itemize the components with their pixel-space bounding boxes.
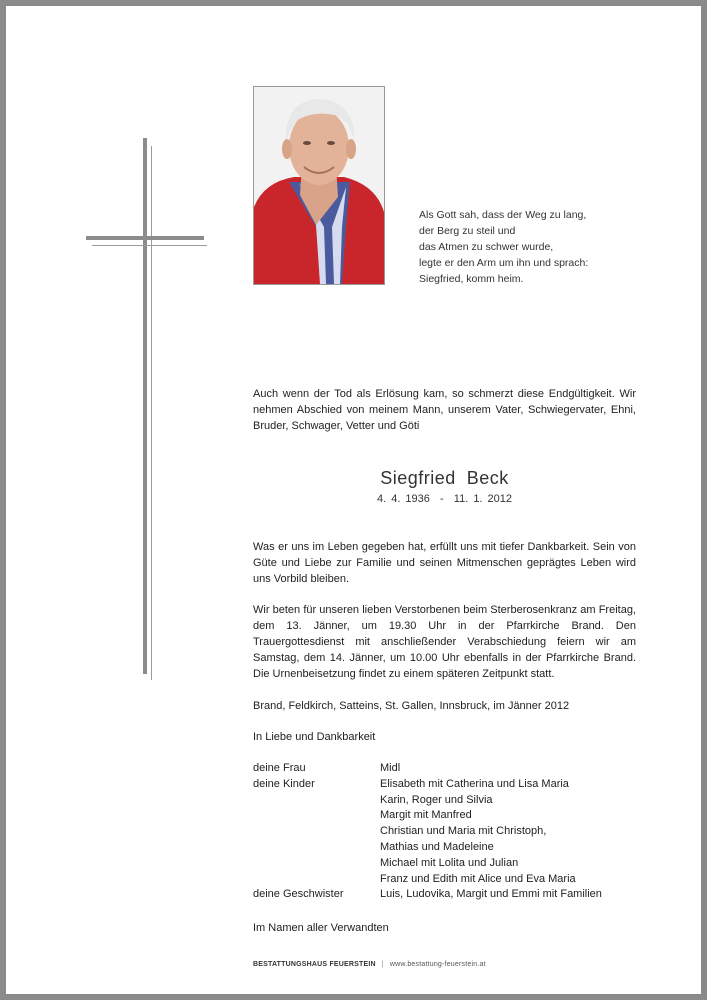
poem-line: Als Gott sah, dass der Weg zu lang, xyxy=(419,209,587,221)
poem-line: legte er den Arm um ihn und sprach: xyxy=(419,257,589,269)
cross-vertical-line xyxy=(151,146,152,680)
family-relation xyxy=(253,824,380,840)
family-row xyxy=(253,840,653,856)
family-row xyxy=(253,856,653,872)
family-row xyxy=(253,761,653,777)
family-names: Midl xyxy=(380,762,401,774)
memorial-poem xyxy=(419,207,659,287)
places-date-line: Brand, Feldkirch, Satteins, St. Gallen, Innsbruck, im Jänner 2012 xyxy=(253,700,570,712)
family-names: Christian und Maria mit Christoph, xyxy=(380,825,547,838)
family-names: Margit mit Manfred xyxy=(380,809,472,822)
family-names: Luis, Ludovika, Margit und Emmi mit Familien xyxy=(380,888,602,901)
family-relation xyxy=(253,840,380,856)
service-paragraph: Wir beten für unseren lieben Verstorbenen beim Sterberosenkranz am Freitag, dem 13. Jänner, um 19.30 Uhr in der Pfarrkirche Brand. Den Trauergottesdienst mit anschließender Verabschiedung feiern wir am Samstag, dem 14. Jänner, um 10.00 Uhr ebenfalls in der Pfarrkirche Brand. Die Urnenbeisetzung findet zu einem späteren Zeitpunkt statt. xyxy=(253,604,636,680)
family-names: Karin, Roger und Silvia xyxy=(380,793,493,806)
portrait-photo xyxy=(253,86,385,285)
family-row xyxy=(253,887,653,903)
family-names: Michael mit Lolita und Julian xyxy=(380,856,519,869)
poem-line: das Atmen zu schwer wurde, xyxy=(419,241,554,253)
cross-horizontal-line xyxy=(92,245,207,246)
family-names: Franz und Edith mit Alice und Eva Maria xyxy=(380,872,576,885)
life-dates: 4. 4. 1936 - 11. 1. 2012 xyxy=(376,493,513,505)
family-relation: deine Frau xyxy=(253,762,306,774)
closing-line: Im Namen aller Verwandten xyxy=(253,922,389,934)
footer-separator: | xyxy=(381,961,384,968)
cross-vertical-bar xyxy=(143,138,147,674)
family-names: Mathias und Madeleine xyxy=(380,840,494,853)
footer xyxy=(253,961,486,968)
family-list xyxy=(253,761,653,903)
family-relation: deine Kinder xyxy=(253,777,315,790)
family-relation xyxy=(253,793,380,809)
footer-url[interactable]: www.bestattung-feuerstein.at xyxy=(389,961,486,968)
family-row xyxy=(253,793,653,809)
poem-line: der Berg zu steil und xyxy=(419,225,516,237)
family-relation xyxy=(253,856,380,872)
cross-horizontal-bar xyxy=(86,236,204,240)
family-relation xyxy=(253,872,380,888)
family-relation: deine Geschwister xyxy=(253,888,344,901)
family-row xyxy=(253,824,653,840)
family-row xyxy=(253,872,653,888)
footer-brand: BESTATTUNGSHAUS FEUERSTEIN xyxy=(253,961,376,968)
love-line: In Liebe und Dankbarkeit xyxy=(253,731,376,743)
family-relation xyxy=(253,808,380,824)
intro-paragraph: Auch wenn der Tod als Erlösung kam, so schmerzt diese Endgültigkeit. Wir nehmen Abschied von meinem Mann, unserem Vater, Schwiegervater, Ehni, Bruder, Schwager, Vetter und Göti xyxy=(253,388,636,432)
family-names: Elisabeth mit Catherina und Lisa Maria xyxy=(380,777,569,790)
family-row xyxy=(253,777,653,793)
poem-line: Siegfried, komm heim. xyxy=(419,273,524,285)
gratitude-paragraph: Was er uns im Leben gegeben hat, erfüllt uns mit tiefer Dankbarkeit. Sein von Güte und Liebe zur Familie und seinen Mitmenschen geprägtes Leben wird uns Vorbild bleiben. xyxy=(253,541,636,585)
deceased-name: Siegfried Beck xyxy=(380,468,509,488)
family-row xyxy=(253,808,653,824)
